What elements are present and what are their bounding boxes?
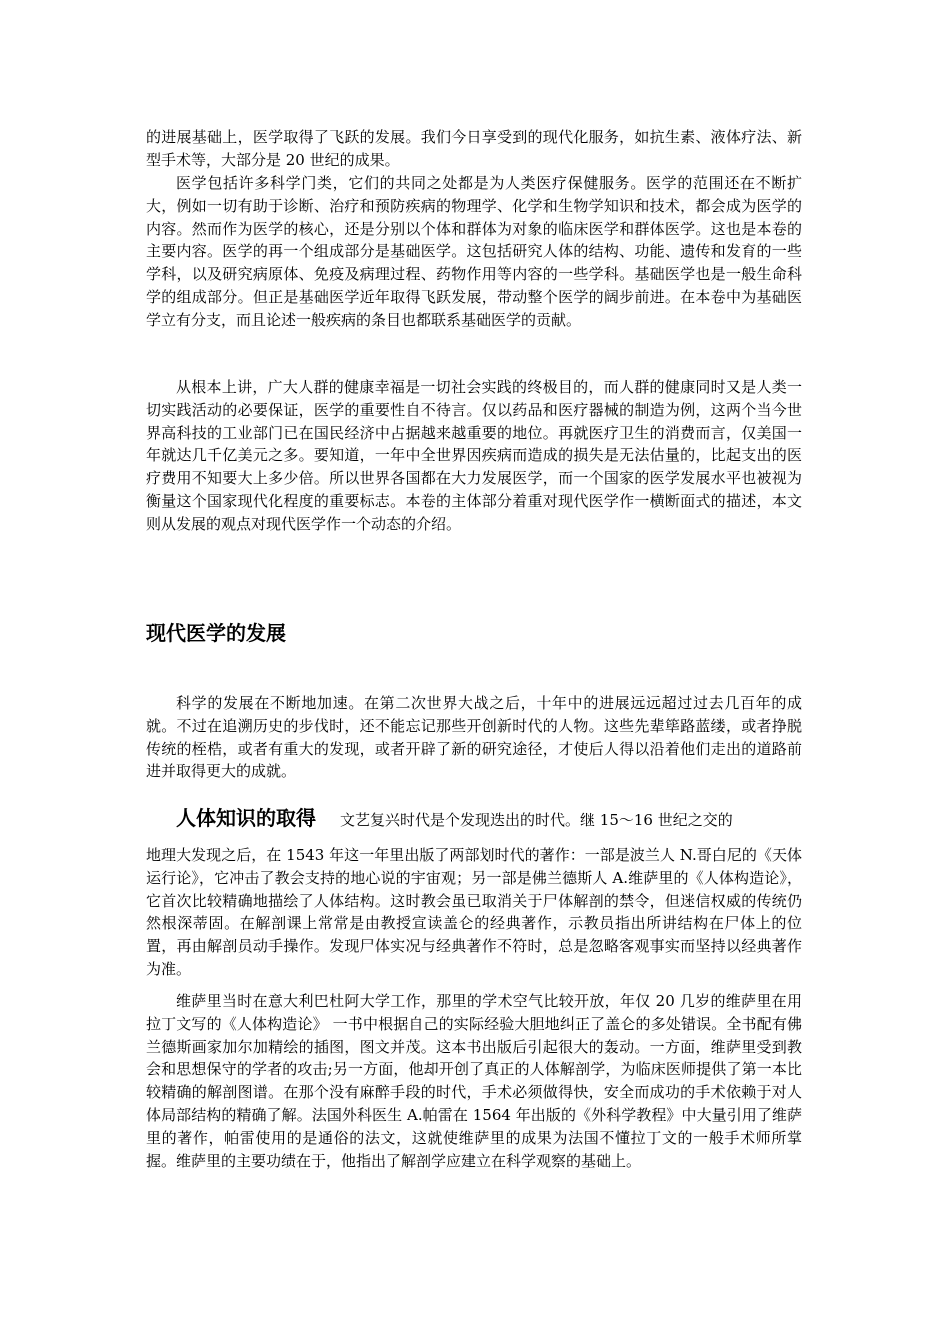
subsection-paragraph-2: 维萨里当时在意大利巴杜阿大学工作，那里的学术空气比较开放，年仅 20 几岁的维萨里在用拉丁文写的《人体构造论》 一书中根据自己的实际经验大胆地纠正了盖仑的多处错误。全书配有佛兰德斯画家加尔加精绘的插图，图文并茂。这本书出版后引起很大的轰动。一方面，维萨里受到教会和思想保守的学者的攻击;另一方面，他却开创了真正的人体解剖学，为临床医师提供了第一本比较精确的解剖图谱。在那个没有麻醉手段的时代，手术必须做得快，安全而成功的手术依赖于对人体局部结构的精确了解。法国外科医生 A.帕雷在 1564 年出版的《外科学教程》中大量引用了维萨里的著作，帕雷使用的是通俗的法文，这就使维萨里的成果为法国不懂拉丁文的一般手术师所掌握。维萨里的主要功绩在于，他指出了解剖学应建立在科学观察的基础上。 xyxy=(146,992,802,1170)
subsection-heading: 人体知识的取得 xyxy=(176,806,316,830)
section-heading: 现代医学的发展 xyxy=(146,621,286,645)
subsection-paragraph-1: 地理大发现之后，在 1543 年这一年里出版了两部划时代的著作：一部是波兰人 N.哥白尼的《天体运行论》，它冲击了教会支持的地心说的宇宙观；另一部是佛兰德斯人 A.维萨里的《人体构造论》，它首次比较精确地描绘了人体结构。这时教会虽已取消关于尸体解剖的禁令，但迷信权威的传统仍然根深蒂固。在解剖课上常常是由教授宣读盖仑的经典著作，示教员指出所讲结构在尸体上的位置，再由解剖员动手操作。发现尸体实况与经典著作不符时，总是忽略客观事实而坚持以经典著作为准。 xyxy=(146,846,802,978)
subsection-lead-text: 文艺复兴时代是个发现迭出的时代。继 15～16 世纪之交的 xyxy=(340,811,733,829)
intro-paragraph-1: 的进展基础上，医学取得了飞跃的发展。我们今日享受到的现代化服务，如抗生素、液体疗法、新型手术等，大部分是 20 世纪的成果。 xyxy=(146,128,802,169)
section-paragraph-1: 科学的发展在不断地加速。在第二次世界大战之后，十年中的进展远远超过过去几百年的成就。不过在追溯历史的步伐时，还不能忘记那些开创新时代的人物。这些先辈筚路蓝缕，或者挣脱传统的桎梏，或者有重大的发现，或者开辟了新的研究途径，才使后人得以沿着他们走出的道路前进并取得更大的成就。 xyxy=(146,694,802,781)
intro-paragraph-2: 医学包括许多科学门类，它们的共同之处都是为人类医疗保健服务。医学的范围还在不断扩大，例如一切有助于诊断、治疗和预防疾病的物理学、化学和生物学知识和技术，都会成为医学的内容。然而作为医学的核心，还是分别以个体和群体为对象的临床医学和群体医学。这也是本卷的主要内容。医学的再一个组成部分是基础医学。这包括研究人体的结构、功能、遗传和发育的一些学科，以及研究病原体、免疫及病理过程、药物作用等内容的一些学科。基础医学也是一般生命科学的组成部分。但正是基础医学近年取得飞跃发展，带动整个医学的阔步前进。在本卷中为基础医学立有分支，而且论述一般疾病的条目也都联系基础医学的贡献。 xyxy=(146,174,802,329)
intro-paragraph-3: 从根本上讲，广大人群的健康幸福是一切社会实践的终极目的，而人群的健康同时又是人类一切实践活动的必要保证，医学的重要性自不待言。仅以药品和医疗器械的制造为例，这两个当今世界高科技的工业部门已在国民经济中占据越来越重要的地位。再就医疗卫生的消费而言，仅美国一年就达几千亿美元之多。要知道，一年中全世界因疾病而造成的损失是无法估量的，比起支出的医疗费用不知要大上多少倍。所以世界各国都在大力发展医学，而一个国家的医学发展水平也被视为衡量这个国家现代化程度的重要标志。本卷的主体部分着重对现代医学作一横断面式的描述，本文则从发展的观点对现代医学作一个动态的介绍。 xyxy=(146,378,802,533)
subsection-heading-line xyxy=(146,802,802,836)
